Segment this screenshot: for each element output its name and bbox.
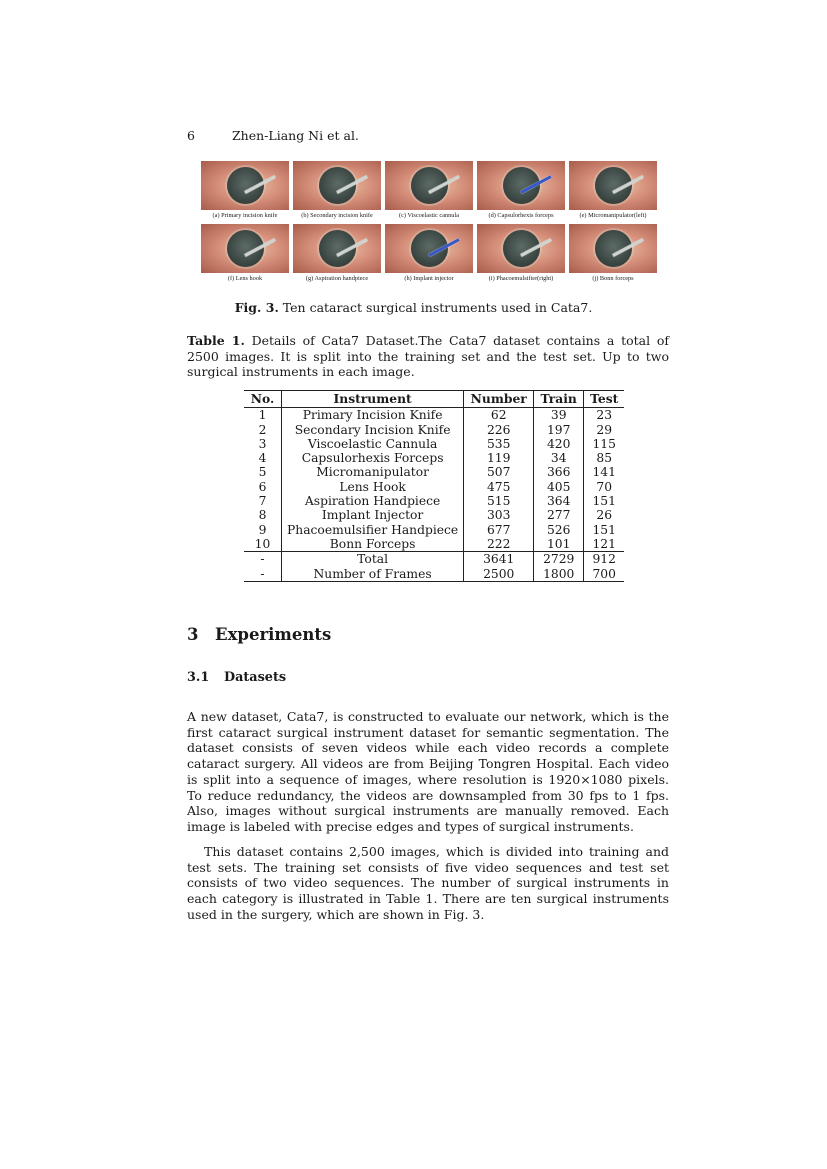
cell-train: 101 [534,537,584,552]
cell-train: 366 [534,465,584,479]
figure-panel [293,224,381,285]
panel-caption: (e) Micromanipulator(left) [579,212,647,219]
header-instrument: Instrument [282,391,464,408]
header-test: Test [584,391,625,408]
figure-panel [569,161,657,222]
panel-caption: (b) Secondary incision knife [301,212,373,219]
cell-instrument: Viscoelastic Cannula [282,437,464,451]
cell-instrument: Lens Hook [282,480,464,494]
cell-number: 226 [464,423,534,437]
table-summary-row [244,552,624,567]
figure-caption-label: Fig. 3. [234,300,279,315]
figure-panel [569,224,657,285]
subsection-heading [187,670,286,685]
cell-train: 34 [534,451,584,465]
figure-panel [477,224,565,285]
panel-caption: (f) Lens hook [227,275,263,282]
surgical-eye-image [293,161,381,210]
cell-no: 6 [244,480,282,494]
cell-no: 4 [244,451,282,465]
panel-caption: (c) Viscoelastic cannula [399,212,459,219]
table-caption-text: Details of Cata7 Dataset.The Cata7 dataset contains a total of 2500 images. It is split into the training set and the test set. Up to two surgical instruments in each image. [187,333,669,379]
figure-caption-text: Ten cataract surgical instruments used in Cata7. [282,300,593,315]
cell-test: 700 [592,566,616,581]
panel-caption: (h) Implant injector [404,275,454,282]
figure-row-1 [201,161,656,222]
cell-no: 5 [244,465,282,479]
cell-test: 151 [592,494,616,509]
page-number: 6 [187,128,195,143]
cell-test: 70 [596,479,613,494]
cell-number: 119 [464,451,534,465]
table-row [244,523,624,537]
surgical-eye-image [201,224,289,273]
header-number: Number [464,391,534,408]
table-row [244,465,624,479]
cell-no: 3 [244,437,282,451]
cell-no: - [244,552,282,567]
cell-number: 62 [464,408,534,423]
surgical-eye-image [201,161,289,210]
cell-instrument: Secondary Incision Knife [282,423,464,437]
table-row [244,408,624,423]
surgical-eye-image [477,224,565,273]
cell-no: 9 [244,523,282,537]
cell-instrument: Implant Injector [282,508,464,522]
cell-number: 507 [464,465,534,479]
cell-instrument: Capsulorhexis Forceps [282,451,464,465]
panel-caption: (j) Bonn forceps [592,275,634,282]
cell-test: 26 [596,508,613,523]
table-row [244,537,624,552]
cell-instrument: Aspiration Handpiece [282,494,464,508]
table-caption-label: Table 1. [187,333,245,348]
figure-panel [477,161,565,222]
figure-panel [201,224,289,285]
figure-3 [201,161,656,285]
figure-panel [385,224,473,285]
surgical-eye-image [477,161,565,210]
table-row [244,423,624,437]
cell-number: 677 [464,523,534,537]
table-header-row [244,391,624,408]
subsection-number: 3.1 [187,670,210,685]
cell-test: 141 [592,465,616,480]
cell-number: 303 [464,508,534,522]
cell-no: - [244,567,282,582]
table-row [244,494,624,508]
figure-caption [0,300,827,315]
cell-no: 7 [244,494,282,508]
surgical-eye-image [385,161,473,210]
subsection-title: Datasets [224,670,287,685]
cell-instrument: Total [282,552,464,567]
cell-number: 2500 [464,567,534,582]
cell-test: 29 [596,422,613,437]
cell-train: 197 [534,423,584,437]
page-header [187,128,359,143]
cell-train: 405 [534,480,584,494]
cell-instrument: Number of Frames [282,567,464,582]
cell-train: 364 [534,494,584,508]
cell-no: 2 [244,423,282,437]
panel-caption: (i) Phacoemulsifier(right) [488,275,554,282]
surgical-eye-image [569,161,657,210]
figure-panel [293,161,381,222]
header-no: No. [244,391,282,408]
table-row [244,437,624,451]
cell-number: 475 [464,480,534,494]
section-title: Experiments [215,625,332,644]
cell-test: 23 [596,408,613,423]
cell-no: 1 [244,408,282,423]
figure-panel [201,161,289,222]
cell-no: 10 [244,537,282,552]
cell-train: 420 [534,437,584,451]
cell-test: 151 [592,522,616,537]
section-number: 3 [187,625,199,644]
header-train: Train [534,391,584,408]
surgical-eye-image [293,224,381,273]
cell-test: 121 [592,536,616,551]
paragraph-2: This dataset contains 2,500 images, which is divided into training and test sets. The training set consists of five video sequences and test set consists of two video sequences. The number of surgical instruments in each category is illustrated in Table 1. There are ten surgical instruments used in the surgery, which are shown in Fig. 3. [187,844,669,922]
table-row [244,451,624,465]
cell-instrument: Phacoemulsifier Handpiece [282,523,464,537]
table-row [244,480,624,494]
cell-number: 222 [464,537,534,552]
table-body [244,408,624,582]
cell-train: 277 [534,508,584,522]
running-authors: Zhen-Liang Ni et al. [232,128,359,143]
figure-row-2 [201,224,656,285]
panel-caption: (g) Aspiration handpiece [305,275,369,282]
cell-number: 535 [464,437,534,451]
section-heading [187,625,331,644]
panel-caption: (d) Capsulorhexis forceps [488,212,554,219]
table-row [244,508,624,522]
cell-test: 115 [592,436,616,451]
cell-instrument: Micromanipulator [282,465,464,479]
dataset-table [244,390,624,582]
cell-test: 85 [596,451,613,466]
cell-instrument: Bonn Forceps [282,537,464,552]
panel-caption: (a) Primary incision knife [212,212,278,219]
cell-train: 2729 [534,552,584,567]
paragraph-1: A new dataset, Cata7, is constructed to evaluate our network, which is the first cataract surgical instrument dataset for semantic segmentation. The dataset consists of seven videos while each video records a complete cataract surgery. All videos are from Beijing Tongren Hospital. Each video is split into a sequence of images, where resolution is 1920×1080 pixels. To reduce redundancy, the videos are downsampled from 30 fps to 1 fps. Also, images without surgical instruments are manually removed. Each image is labeled with precise edges and types of surgical instruments. [187,709,669,834]
cell-no: 8 [244,508,282,522]
cell-number: 515 [464,494,534,508]
figure-panel [385,161,473,222]
table-caption [187,333,669,380]
cell-test: 912 [584,552,625,567]
cell-number: 3641 [464,552,534,567]
surgical-eye-image [569,224,657,273]
table-summary-row [244,567,624,582]
cell-instrument: Primary Incision Knife [282,408,464,423]
cell-train: 526 [534,523,584,537]
surgical-eye-image [385,224,473,273]
cell-train: 1800 [534,567,584,582]
cell-train: 39 [534,408,584,423]
